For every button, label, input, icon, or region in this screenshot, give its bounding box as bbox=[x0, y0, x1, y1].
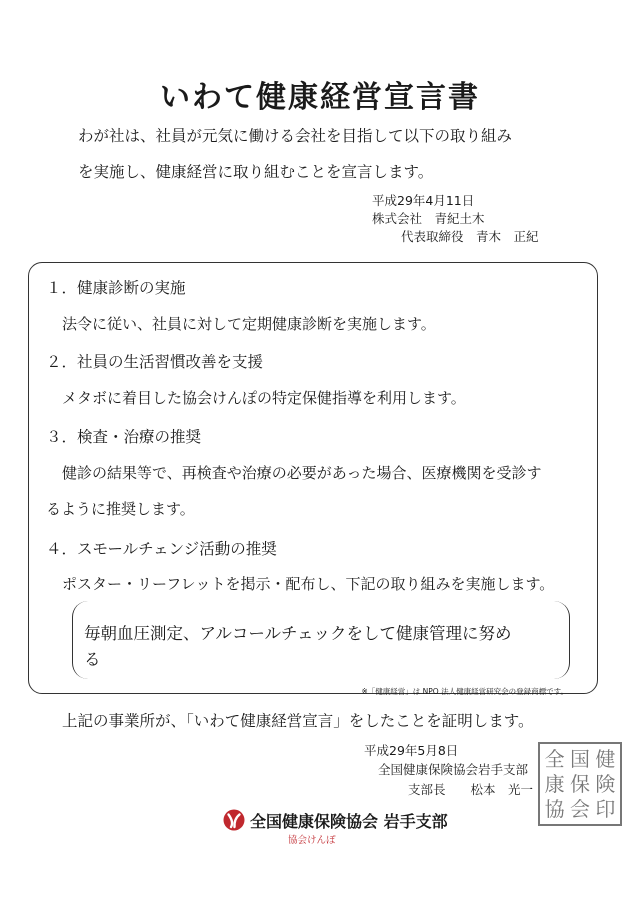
kenpo-logo-icon bbox=[222, 808, 246, 832]
seal-char: 康 bbox=[544, 771, 565, 796]
section-body-3-line-1: 健診の結果等で、再検査や治療の必要があった場合、医療機関を受診す bbox=[62, 464, 542, 482]
section-title-1: １．健康診断の実施 bbox=[46, 279, 186, 297]
seal-char: 健 bbox=[595, 746, 616, 771]
seal-char: 保 bbox=[569, 771, 590, 796]
section-body-4: ポスター・リーフレットを掲示・配布し、下記の取り組みを実施します。 bbox=[62, 575, 555, 593]
document-title: いわて健康経営宣言書 bbox=[160, 80, 480, 115]
seal-char: 険 bbox=[595, 771, 616, 796]
commitment-line-1: 毎朝血圧測定、アルコールチェックをして健康管理に努め bbox=[84, 624, 512, 643]
declaration-date: 平成29年4月11日 bbox=[372, 193, 475, 208]
branch-name: 全国健康保険協会岩手支部 bbox=[378, 762, 529, 777]
seal-char: 印 bbox=[595, 797, 616, 822]
company-name: 株式会社 青紀土木 bbox=[372, 211, 485, 226]
certification-date: 平成29年5月8日 bbox=[364, 743, 459, 758]
section-body-2: メタボに着目した協会けんぽの特定保健指導を利用します。 bbox=[62, 389, 466, 407]
representative-name: 代表取締役 青木 正紀 bbox=[401, 229, 539, 244]
seal-char: 協 bbox=[544, 797, 565, 822]
seal-char: 会 bbox=[569, 797, 590, 822]
seal-char: 全 bbox=[544, 746, 565, 771]
certification-statement: 上記の事業所が、「いわて健康経営宣言」をしたことを証明します。 bbox=[62, 712, 534, 730]
logo-subtitle: 協会けんぽ bbox=[288, 835, 336, 846]
seal-char: 国 bbox=[569, 746, 590, 771]
section-body-1: 法令に従い、社員に対して定期健康診断を実施します。 bbox=[62, 315, 436, 333]
section-body-3-line-2: るように推奨します。 bbox=[46, 500, 195, 518]
intro-line-2: を実施し、健康経営に取り組むことを宣言します。 bbox=[78, 163, 434, 181]
branch-manager: 支部長 松本 光一 bbox=[408, 782, 534, 797]
commitment-line-2: る bbox=[84, 650, 101, 669]
section-title-3: ３．検査・治療の推奨 bbox=[46, 428, 202, 446]
trademark-note: ※「健康経営」は NPO 法人健康経営研究会の登録商標です。 bbox=[361, 687, 568, 696]
logo-organization-name: 全国健康保険協会 岩手支部 bbox=[250, 812, 448, 831]
intro-line-1: わが社は、社員が元気に働ける会社を目指して以下の取り組み bbox=[78, 127, 513, 145]
section-title-4: ４．スモールチェンジ活動の推奨 bbox=[46, 540, 277, 558]
section-title-2: ２．社員の生活習慣改善を支援 bbox=[46, 353, 264, 371]
official-seal bbox=[538, 742, 622, 826]
